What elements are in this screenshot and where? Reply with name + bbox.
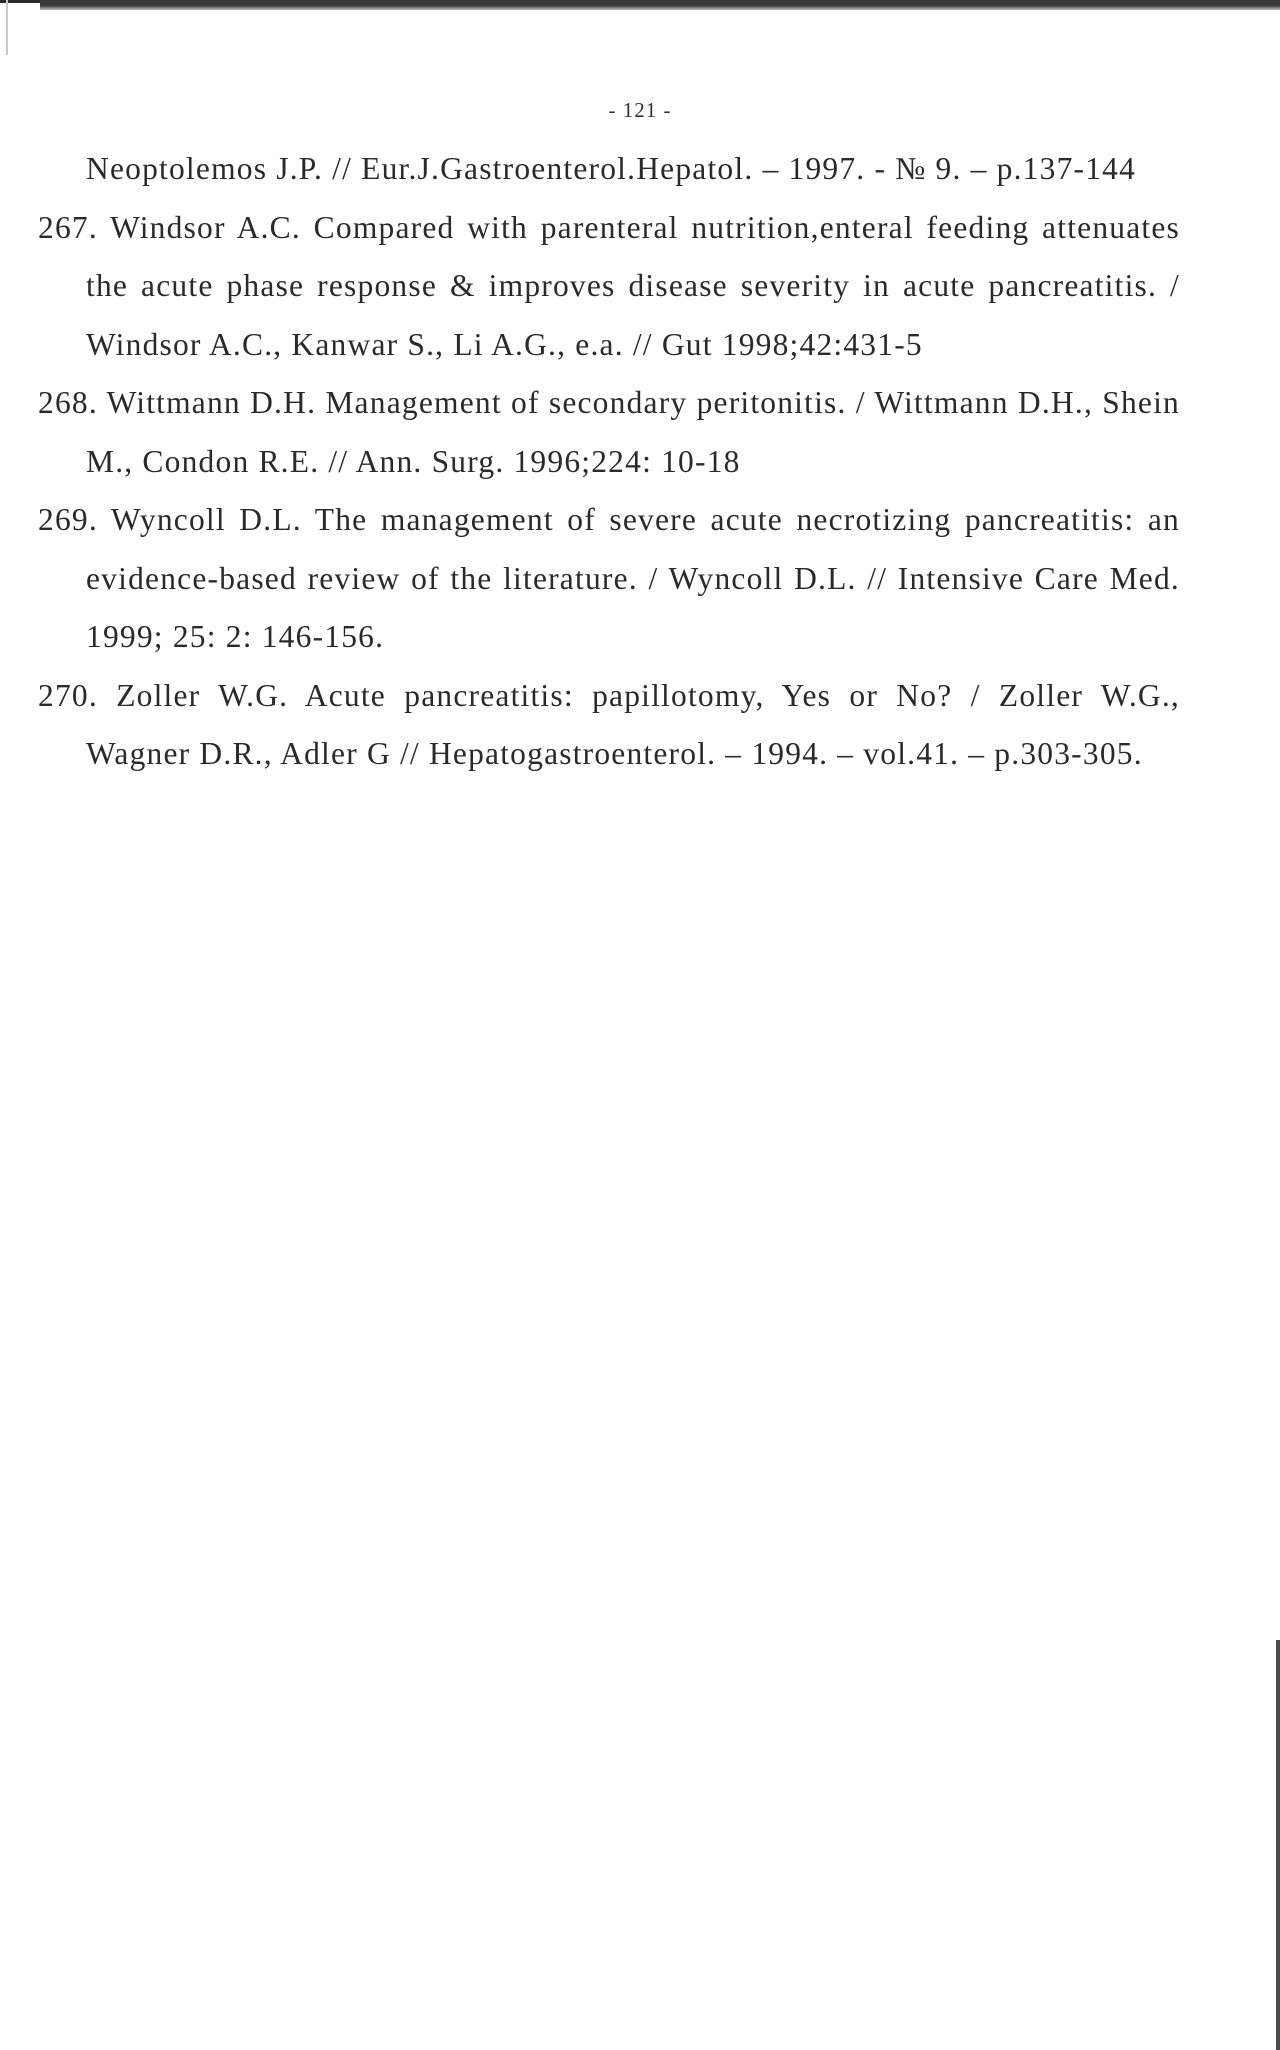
reference-268: 268. Wittmann D.H. Management of secondary peritonitis. / Wittmann D.H., Shein M., Condon R.E. // Ann. Surg. 1996;224: 10-18 <box>38 385 1180 479</box>
page-number: - 121 - <box>608 98 672 122</box>
scan-edge-left <box>6 0 8 55</box>
reference-269: 269. Wyncoll D.L. The management of severe acute necrotizing pancreatitis: an evidence-based review of the literature. / Wyncoll D.L. // Intensive Care Med. 1999; 25: 2: 146-156. <box>38 502 1180 654</box>
reference-270: 270. Zoller W.G. Acute pancreatitis: papillotomy, Yes or No? / Zoller W.G., Wagner D.R., Adler G // Hepatogastroenterol. – 1994. – vol.41. – p.303-305. <box>38 677 1180 771</box>
reference-267: 267. Windsor A.C. Compared with parenteral nutrition,enteral feeding attenuates the acute phase response & improves disease severity in acute pancreatitis. / Windsor A.C., Kanwar S., Li A.G., e.a. // Gut 1998;42:431-5 <box>38 209 1180 362</box>
scan-edge-right <box>1276 1640 1280 2050</box>
scan-edge-top <box>40 0 1280 10</box>
reference-list <box>38 140 1180 784</box>
reference-continued: Neoptolemos J.P. // Eur.J.Gastroenterol.Hepatol. – 1997. - № 9. – p.137-144 <box>86 151 1137 186</box>
